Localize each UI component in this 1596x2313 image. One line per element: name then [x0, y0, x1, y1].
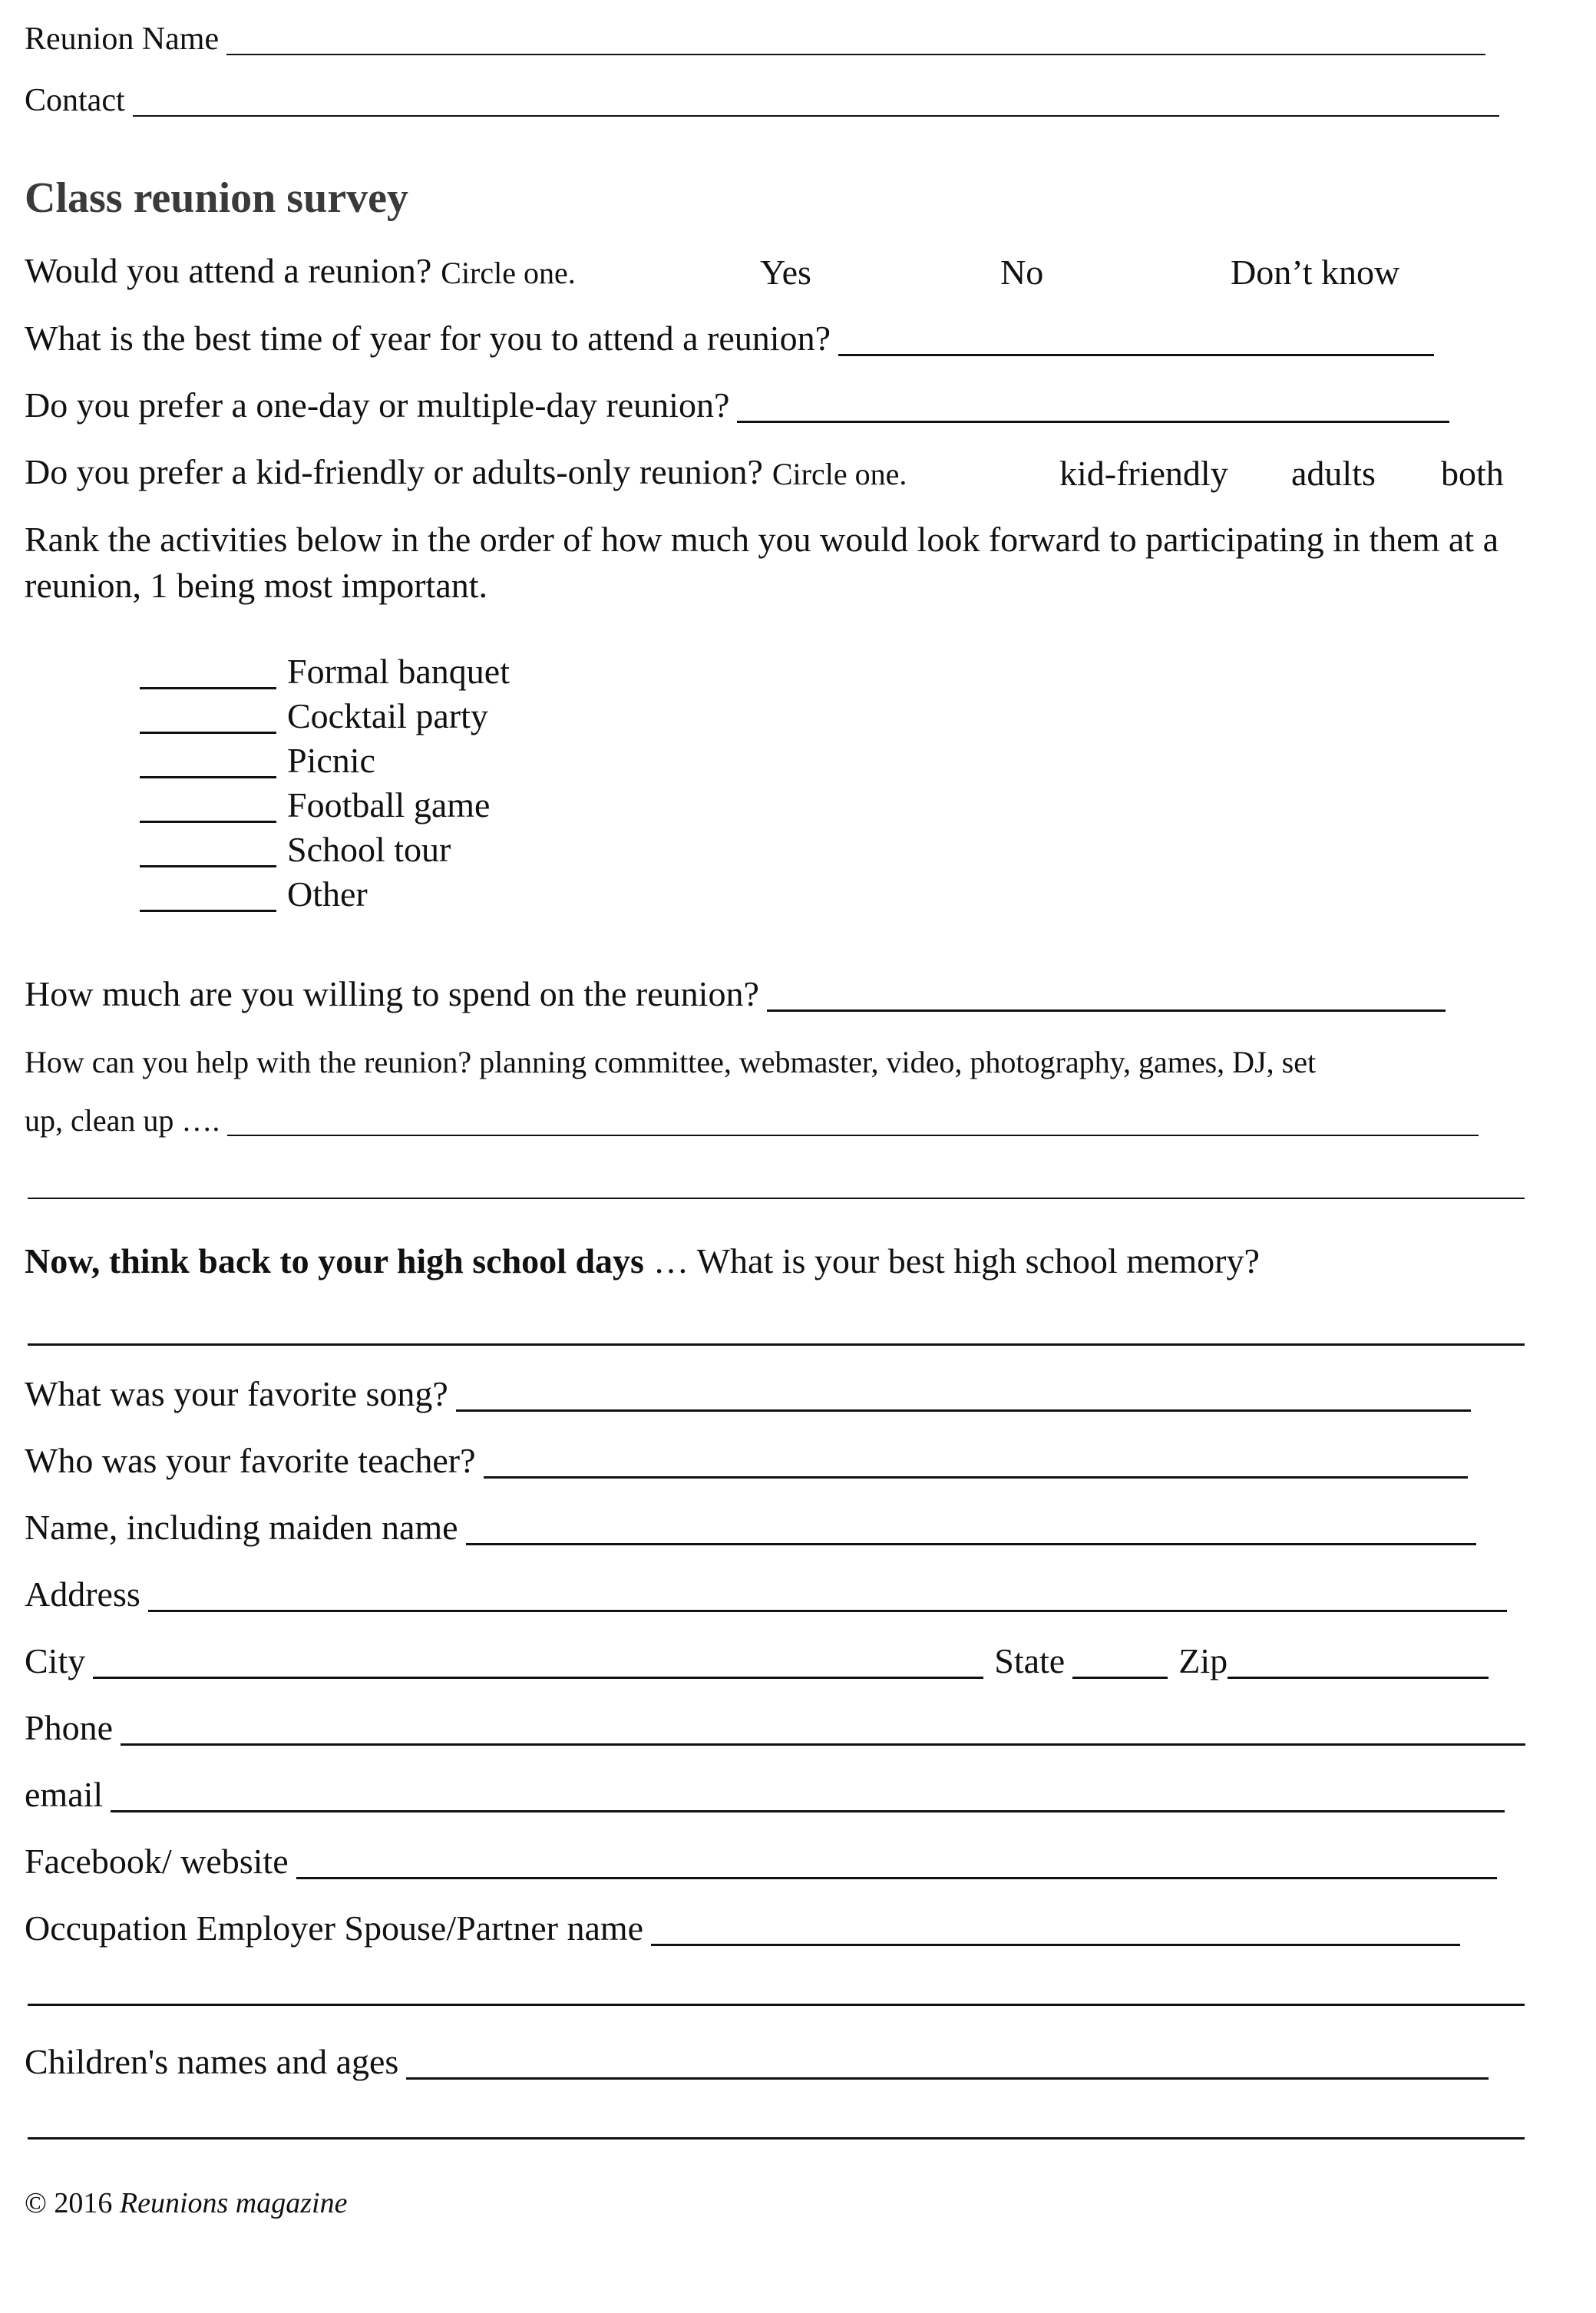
name-label: Name, including maiden name: [25, 1508, 458, 1547]
reunion-name-row: [25, 23, 1485, 55]
address-label: Address: [25, 1574, 140, 1614]
help-question-cont: up, clean up ….: [25, 1103, 220, 1138]
song-row: [25, 1376, 1471, 1412]
memory-question: … What is your best high school memory?: [653, 1241, 1260, 1280]
city-field[interactable]: [93, 1650, 983, 1679]
help-row: [25, 1105, 1479, 1136]
facebook-label: Facebook/ website: [25, 1842, 289, 1881]
children-label: Children's names and ages: [25, 2042, 399, 2081]
reunion-name-field[interactable]: [226, 28, 1485, 55]
name-field[interactable]: [466, 1517, 1476, 1545]
attend-option-yes[interactable]: Yes: [760, 253, 811, 292]
occupation-extra-line[interactable]: [28, 2004, 1525, 2006]
occupation-label: Occupation Employer Spouse/Partner name: [25, 1908, 644, 1948]
spend-field[interactable]: [767, 983, 1446, 1012]
address-field[interactable]: [148, 1584, 1507, 1612]
rank-blank[interactable]: [140, 795, 276, 823]
rank-item: [140, 832, 451, 867]
help-extra-line[interactable]: [28, 1198, 1525, 1199]
rank-item: [140, 696, 488, 735]
attend-option-dont-know[interactable]: Don’t know: [1231, 253, 1400, 292]
song-field[interactable]: [456, 1383, 1471, 1412]
rank-blank[interactable]: [140, 884, 276, 912]
phone-field[interactable]: [121, 1717, 1525, 1746]
rank-activity-label: Picnic: [287, 741, 375, 780]
phone-row: [25, 1710, 1525, 1746]
name-row: [25, 1510, 1476, 1545]
adults-option[interactable]: adults: [1291, 454, 1376, 493]
rank-activity-label: Other: [287, 874, 368, 914]
occupation-row: [25, 1908, 1460, 1948]
duration-field[interactable]: [737, 395, 1449, 423]
state-label: State: [994, 1641, 1066, 1680]
rank-blank[interactable]: [140, 839, 276, 867]
teacher-row: [25, 1443, 1468, 1479]
occupation-field[interactable]: [651, 1918, 1460, 1946]
phone-label: Phone: [25, 1708, 113, 1747]
teacher-question: Who was your favorite teacher?: [25, 1441, 476, 1480]
rank-activity-label: Football game: [287, 785, 491, 824]
duration-question: Do you prefer a one-day or multiple-day reunion?: [25, 385, 730, 425]
help-field[interactable]: [227, 1109, 1479, 1136]
attend-question: Would you attend a reunion?: [25, 251, 432, 290]
attend-instruction: Circle one.: [441, 256, 576, 290]
rank-activity-label: Cocktail party: [287, 696, 488, 735]
reunion-name-label: Reunion Name: [25, 21, 220, 57]
children-row: [25, 2044, 1489, 2080]
email-field[interactable]: [111, 1784, 1505, 1812]
facebook-field[interactable]: [296, 1851, 1497, 1879]
zip-label: Zip: [1178, 1641, 1228, 1680]
copyright: [25, 2186, 347, 2220]
song-question: What was your favorite song?: [25, 1374, 448, 1413]
both-option[interactable]: both: [1441, 454, 1504, 493]
attend-option-no[interactable]: No: [1000, 253, 1044, 292]
rank-blank[interactable]: [140, 705, 276, 734]
zip-field[interactable]: [1228, 1650, 1489, 1679]
email-row: [25, 1777, 1505, 1812]
duration-row: [25, 385, 1449, 425]
help-question: How can you help with the reunion? planning committee, webmaster, video, photography, games, DJ, set: [25, 1045, 1317, 1079]
publication-name: Reunions magazine: [119, 2187, 348, 2219]
contact-field[interactable]: [133, 89, 1499, 117]
best-time-field[interactable]: [838, 328, 1434, 356]
kid-friendly-instruction: Circle one.: [772, 457, 907, 491]
email-label: email: [25, 1775, 104, 1814]
rank-activity-label: Formal banquet: [287, 652, 510, 691]
best-time-question: What is the best time of year for you to attend a reunion?: [25, 319, 831, 358]
city-row: [25, 1641, 1489, 1680]
rank-item: [140, 743, 375, 778]
children-extra-line[interactable]: [28, 2137, 1525, 2140]
kid-friendly-question: Do you prefer a kid-friendly or adults-only reunion?: [25, 452, 763, 491]
memory-row: [25, 1241, 1260, 1280]
rank-blank[interactable]: [140, 661, 276, 689]
rank-item: [140, 785, 491, 824]
attend-question-row: [25, 253, 576, 289]
page-title: Class reunion survey: [25, 174, 408, 222]
contact-row: [25, 84, 1499, 117]
city-label: City: [25, 1641, 86, 1680]
rank-item: [140, 654, 510, 689]
rank-activity-label: School tour: [287, 830, 451, 869]
memory-intro: Now, think back to your high school days: [25, 1241, 644, 1280]
rank-blank[interactable]: [140, 750, 276, 778]
children-field[interactable]: [406, 2051, 1489, 2080]
contact-label: Contact: [25, 83, 125, 118]
spend-row: [25, 976, 1446, 1012]
kid-friendly-row: [25, 454, 907, 490]
state-field[interactable]: [1072, 1650, 1168, 1679]
address-row: [25, 1574, 1507, 1614]
copyright-year: © 2016: [25, 2187, 113, 2219]
rank-instructions: Rank the activities below in the order of how much you would look forward to participating in them at a reunion, 1 being most important.: [25, 520, 1499, 605]
memory-field[interactable]: [28, 1343, 1525, 1346]
facebook-row: [25, 1844, 1497, 1879]
spend-question: How much are you willing to spend on the reunion?: [25, 974, 759, 1013]
kid-friendly-option[interactable]: kid-friendly: [1059, 454, 1228, 493]
best-time-row: [25, 321, 1434, 356]
rank-item: [140, 874, 368, 914]
teacher-field[interactable]: [484, 1450, 1468, 1479]
